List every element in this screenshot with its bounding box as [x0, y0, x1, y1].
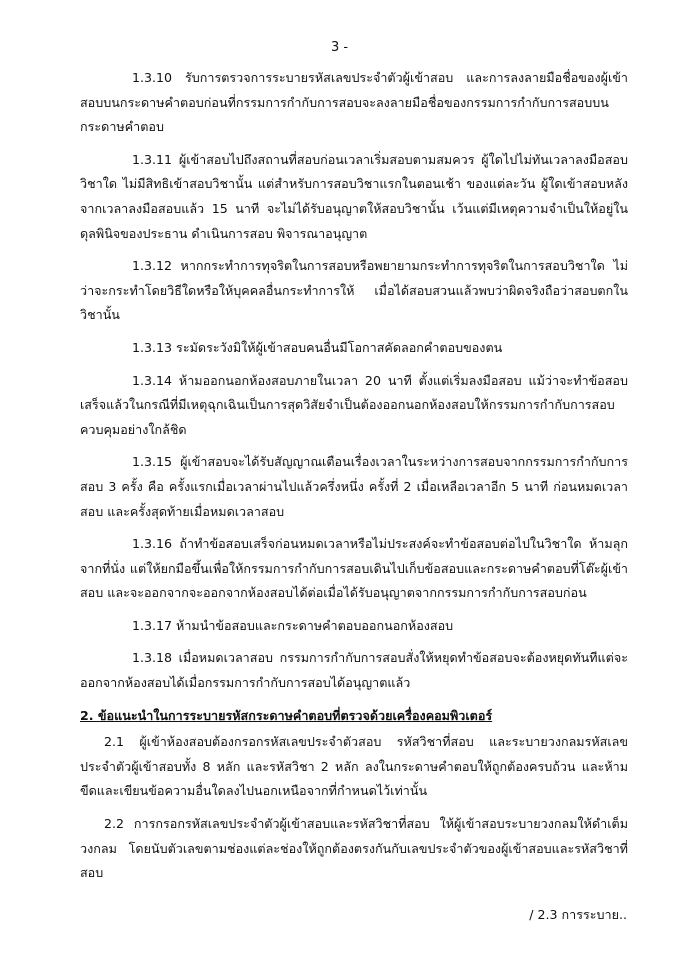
- paragraph-1-3-12: 1.3.12 หากกระทำการทุจริตในการสอบหรือพยายามกระทำการทุจริตในการสอบวิชาใด ไม่ว่าจะกระทำโดยวิธีใดหรือให้บุคคลอื่นกระทำการให้ เมื่อได้สอบสวนแล้วพบว่าผิดจริงถือว่าสอบตกในวิชานั้น: [80, 258, 628, 323]
- paragraph-2-1: 2.1 ผู้เข้าห้องสอบต้องกรอกรหัสเลขประจำตัวสอบ รหัสวิชาที่สอบ และระบายวงกลมรหัสเลขประจำตัวผู้เข้าสอบทั้ง 8 หลัก และรหัสวิชา 2 หลัก ลงในกระดาษคำตอบให้ถูกต้องครบถ้วน และห้ามขีดและเขียนข้อความอื่นใดลงไปนอกเหนือจากที่กำหนดไว้เท่านั้น: [80, 734, 628, 799]
- page-number: 3 -: [330, 40, 349, 55]
- paragraph-2-2: 2.2 การกรอกรหัสเลขประจำตัวผู้เข้าสอบและรหัสวิชาที่สอบ ให้ผู้เข้าสอบระบายวงกลมให้ดำเต็มวงกลม โดยนับตัวเลขตามช่องแต่ละช่องให้ถูกต้องตรงกันกับเลขประจำตัวของผู้เข้าสอบและรหัสวิชาที่สอบ: [80, 816, 628, 881]
- paragraph-1-3-18: 1.3.18 เมื่อหมดเวลาสอบ กรรมการกำกับการสอบสั่งให้หยุดทำข้อสอบจะต้องหยุดทันทีแต่จะออกจากห้องสอบได้เมื่อกรรมการกำกับการสอบได้อนุญาตแล้ว: [80, 650, 628, 691]
- document-body: [80, 66, 628, 894]
- next-page-indicator: / 2.3 การระบาย..: [529, 907, 627, 922]
- paragraph-1-3-17: 1.3.17 ห้ามนำข้อสอบและกระดาษคำตอบออกนอกห้องสอบ: [132, 617, 454, 633]
- paragraph-1-3-11: 1.3.11 ผู้เข้าสอบไปถึงสถานที่สอบก่อนเวลาเริ่มสอบตามสมควร ผู้ใดไปไม่ทันเวลาลงมือสอบวิชาใด ไม่มีสิทธิเข้าสอบวิชานั้น แต่สำหรับการสอบวิชาแรกในตอนเช้า ของแต่ละวัน ผู้ใดเข้าสอบหลังจากเวลาลงมือสอบแล้ว 15 นาที จะไม่ได้รับอนุญาตให้สอบวิชานั้น เว้นแต่มีเหตุความจำเป็นให้อยู่ในดุลพินิจของประธาน ดำเนินการสอบ พิจารณาอนุญาต: [80, 151, 628, 241]
- section-heading: 2. ข้อแนะนำในการระบายรหัสกระดาษคำตอบที่ตรวจด้วยเครื่องคอมพิวเตอร์: [80, 707, 493, 723]
- paragraph-1-3-16: 1.3.16 ถ้าทำข้อสอบเสร็จก่อนหมดเวลาหรือไม่ประสงค์จะทำข้อสอบต่อไปในวิชาใด ห้ามลุกจากที่นั่ง แต่ให้ยกมือขึ้นเพื่อให้กรรมการกำกับการสอบเดินไปเก็บข้อสอบและกระดาษคำตอบที่โต๊ะผู้เข้าสอบ และจะออกจากจะออกจากห้องสอบได้ต่อเมื่อได้รับอนุญาตจากกรรมการกำกับการสอบก่อน: [80, 536, 628, 601]
- paragraph-1-3-14: 1.3.14 ห้ามออกนอกห้องสอบภายในเวลา 20 นาที ตั้งแต่เริ่มลงมือสอบ แม้ว่าจะทำข้อสอบเสร็จแล้วในกรณีที่มีเหตุฉุกเฉินเป็นการสุดวิสัยจำเป็นต้องออกนอกห้องสอบให้กรรมการกำกับการสอบควบคุมอย่างใกล้ชิด: [80, 372, 628, 437]
- paragraph-1-3-15: 1.3.15 ผู้เข้าสอบจะได้รับสัญญาณเตือนเรื่องเวลาในระหว่างการสอบจากกรรมการกำกับการสอบ 3 ครั้ง คือ ครั้งแรกเมื่อเวลาผ่านไปแล้วครึ่งหนึ่ง ครั้งที่ 2 เมื่อเหลือเวลาอีก 5 นาที ก่อนหมดเวลาสอบ และครั้งสุดท้ายเมื่อหมดเวลาสอบ: [80, 454, 628, 519]
- paragraph-1-3-13: 1.3.13 ระมัดระวังมิให้ผู้เข้าสอบคนอื่นมีโอกาสคัดลอกคำตอบของตน: [132, 339, 503, 355]
- paragraph-1-3-10: 1.3.10 รับการตรวจการระบายรหัสเลขประจำตัวผู้เข้าสอบ และการลงลายมือชื่อของผู้เข้าสอบบนกระดาษคำตอบก่อนที่กรรมการกำกับการสอบจะลงลายมือชื่อของกรรมการกำกับการสอบบนกระดาษคำตอบ: [80, 70, 628, 135]
